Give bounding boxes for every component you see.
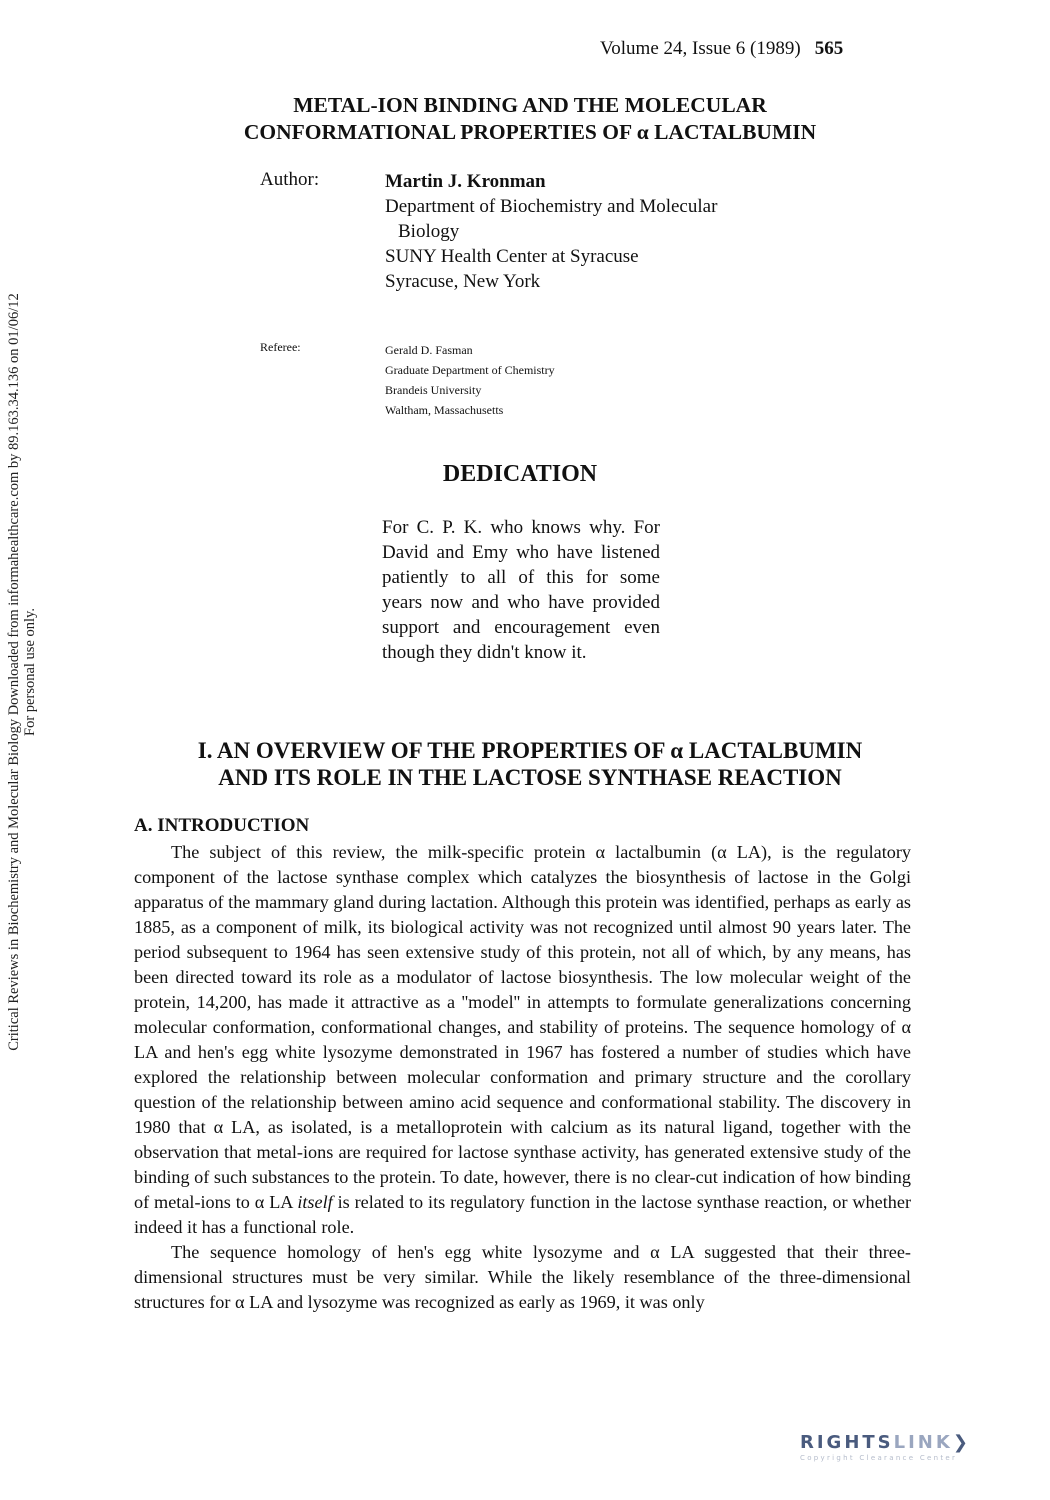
download-watermark: [6, 232, 38, 1112]
watermark-line-1: Critical Reviews in Biochemistry and Molecular Biology Downloaded from informahealthcare.com by 89.163.34.136 on 01/06/12: [6, 293, 22, 1051]
rightslink-logo: [800, 1432, 1030, 1472]
author-affiliation-line: Syracuse, New York: [385, 271, 541, 292]
paragraph-text: is related to its regulatory function in the lactose synthase reaction, or whether indeed it has a functional role.: [134, 1192, 911, 1237]
author-name: Martin J. Kronman: [385, 171, 546, 192]
referee-label: Referee:: [260, 340, 301, 354]
logo-part-1: RIGHTS: [800, 1432, 894, 1453]
body-text: [134, 840, 911, 1315]
watermark-line-2: For personal use only.: [22, 608, 38, 736]
logo-part-2: LINK: [893, 1432, 953, 1453]
referee-affiliation-line: Waltham, Massachusetts: [385, 403, 504, 417]
author-affiliation-line: Department of Biochemistry and Molecular: [385, 196, 718, 217]
title-line-2: CONFORMATIONAL PROPERTIES OF α LACTALBUMIN: [243, 120, 817, 144]
running-header: [600, 38, 843, 60]
paragraph: The sequence homology of hen's egg white lysozyme and α LA suggested that their three-dimensional structures must be very similar. While the likely resemblance of the three-dimensional structures for α LA and lysozyme was recognized as early as 1969, it was only: [134, 1242, 911, 1312]
section-heading-line-2: AND ITS ROLE IN THE LACTOSE SYNTHASE REACTION: [218, 765, 842, 790]
title-line-1: METAL-ION BINDING AND THE MOLECULAR: [293, 93, 767, 117]
referee-block: [385, 340, 555, 420]
author-label: Author:: [260, 169, 320, 190]
referee-affiliation-line: Brandeis University: [385, 383, 482, 397]
subsection-heading: A. INTRODUCTION: [134, 815, 310, 836]
section-heading: [130, 737, 930, 791]
referee-affiliation-line: Graduate Department of Chemistry: [385, 363, 555, 377]
logo-wordmark: [800, 1432, 1030, 1453]
paragraph-text: The subject of this review, the milk-specific protein α lactalbumin (α LA), is the regulatory component of the lactose synthase complex which catalyzes the biosynthesis of lactose in the Golgi apparatus of the mammary gland during lactation. Although this protein was identified, perhaps as early as 1885, as a component of milk, its biological activity was not recognized until almost 90 years later. The period subsequent to 1964 has seen extensive study of this protein, not all of which, by any means, has been directed toward its role as a modulator of lactose biosynthesis. The low molecular weight of the protein, 14,200, has made it attractive as a ''model'' in attempts to formulate generalizations concerning molecular conformation, conformational changes, and stability of proteins. The sequence homology of α LA and hen's egg white lysozyme demonstrated in 1967 has fostered a number of studies which have explored the relationship between molecular conformation and primary structure and the corollary question of the relationship between amino acid sequence and conformational stability. The discovery in 1980 that α LA, as isolated, is a metalloprotein with calcium as its natural ligand, together with the observation that metal-ions are required for lactose synthase activity, has generated extensive study of the binding of such substances to the protein. To date, however, there is no clear-cut indication of how binding of metal-ions to α LA: [134, 842, 911, 1212]
page-number: 565: [814, 38, 844, 59]
chevron-right-icon: ❯: [952, 1432, 971, 1453]
italic-text: itself: [297, 1192, 333, 1212]
dedication-text: For C. P. K. who knows why. For David and Emy who have listened patiently to all of this for some years now and who have provided support and encouragement even though they didn't know it.: [382, 517, 660, 663]
volume-issue: Volume 24, Issue 6 (1989): [600, 38, 801, 59]
paragraph: [134, 840, 911, 1240]
section-heading-line-1: I. AN OVERVIEW OF THE PROPERTIES OF α LACTALBUMIN: [197, 738, 863, 763]
author-affiliation-line: Biology: [398, 221, 460, 242]
author-block: [385, 169, 717, 294]
referee-name: Gerald D. Fasman: [385, 343, 473, 357]
logo-tagline: Copyright Clearance Center: [800, 1454, 958, 1462]
author-affiliation-line: SUNY Health Center at Syracuse: [385, 246, 639, 267]
dedication-heading: DEDICATION: [442, 461, 598, 487]
article-title: [130, 92, 930, 146]
